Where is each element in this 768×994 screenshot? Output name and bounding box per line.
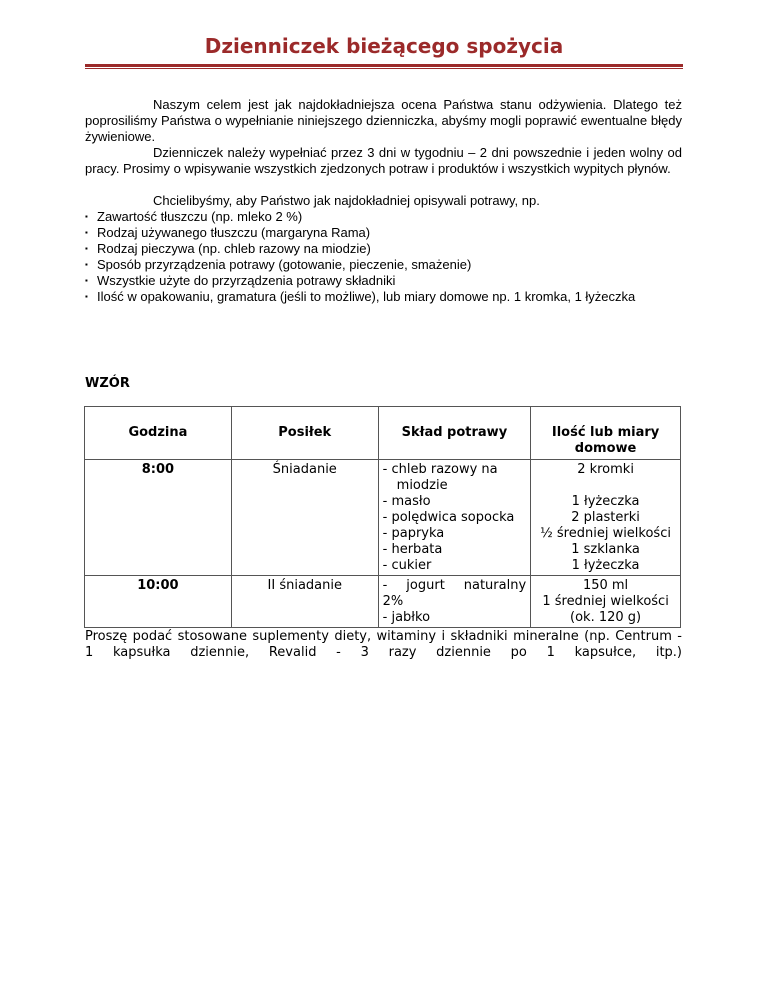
list-item: ▪ Rodzaj używanego tłuszczu (margaryna Rama) (85, 225, 682, 241)
table-row (85, 460, 681, 576)
component-line (383, 578, 526, 594)
sample-table (84, 406, 681, 628)
examples-lead: Chcielibyśmy, aby Państwo jak najdokładniej opisywali potrawy, np. (153, 193, 540, 208)
table-row (85, 576, 681, 628)
component-word: jogurt (406, 578, 445, 593)
table-header-row (85, 407, 681, 460)
component-word: naturalny (463, 578, 527, 593)
supplements-note (85, 629, 682, 661)
component-line: - papryka (382, 526, 445, 541)
intro-section (85, 97, 682, 305)
row-time: 10:00 (85, 576, 232, 628)
component-line: 2% (382, 594, 404, 609)
quantity-line: (ok. 120 g) (570, 610, 642, 625)
supplements-line-1: Proszę podać stosowane suplementy diety, witaminy i składniki mineralne (np. Centrum - (85, 629, 682, 644)
row-time: 8:00 (85, 460, 232, 576)
row-components (378, 460, 530, 576)
examples-list (85, 209, 682, 305)
component-line: - chleb razowy na (382, 462, 498, 477)
quantity-line: 1 łyżeczka (571, 494, 640, 509)
component-line: miodzie (396, 478, 448, 493)
intro-paragraph-1: Naszym celem jest jak najdokładniejsza ocena Państwa stanu odżywienia. Dlatego też poprosiliśmy Państwa o wypełnianie niniejszego dzienniczka, abyśmy mogli poprawić ewentualne błędy żywieniowe. (85, 97, 682, 144)
page-title: Dzienniczek bieżącego spożycia (204, 34, 564, 58)
title-underline (85, 64, 683, 69)
header-meal: Posiłek (231, 407, 378, 460)
row-meal: Śniadanie (231, 460, 378, 576)
row-components (378, 576, 530, 628)
row-meal: II śniadanie (231, 576, 378, 628)
quantity-line: 2 kromki (577, 462, 634, 477)
quantity-line: 1 średniej wielkości (542, 594, 669, 609)
list-item: ▪ Zawartość tłuszczu (np. mleko 2 %) (85, 209, 682, 225)
row-quantities (531, 460, 681, 576)
quantity-line: ½ średniej wielkości (540, 526, 671, 541)
list-item: ▪ Ilość w opakowaniu, gramatura (jeśli to możliwe), lub miary domowe np. 1 kromka, 1 łyżeczka (85, 289, 682, 305)
component-line: - masło (382, 494, 431, 509)
list-item: ▪ Wszystkie użyte do przyrządzenia potrawy składniki (85, 273, 682, 289)
list-item: ▪ Sposób przyrządzenia potrawy (gotowanie, pieczenie, smażenie) (85, 257, 682, 273)
quantity-line: 150 ml (582, 578, 629, 593)
header-components: Skład potrawy (378, 407, 530, 460)
quantity-line: 1 szklanka (571, 542, 640, 557)
quantity-line: 2 plasterki (571, 510, 640, 525)
supplements-line-2: 1 kapsułka dziennie, Revalid - 3 razy dziennie po 1 kapsułce, itp.) (85, 645, 682, 660)
list-item: ▪ Rodzaj pieczywa (np. chleb razowy na miodzie) (85, 241, 682, 257)
component-line: - herbata (382, 542, 443, 557)
header-quantity: Ilość lub miary domowe (531, 407, 681, 460)
component-word: - (382, 578, 388, 593)
sample-heading: WZÓR (85, 376, 130, 391)
component-line: - polędwica sopocka (382, 510, 515, 525)
quantity-line: 1 łyżeczka (571, 558, 640, 573)
row-quantities (531, 576, 681, 628)
component-line: - jabłko (382, 610, 431, 625)
header-time: Godzina (85, 407, 232, 460)
intro-paragraph-2: Dzienniczek należy wypełniać przez 3 dni w tygodniu – 2 dni powszednie i jeden wolny od pracy. Prosimy o wpisywanie wszystkich zjedzonych potraw i produktów i wszystkich wypitych płynów. (85, 145, 682, 176)
component-line: - cukier (382, 558, 432, 573)
